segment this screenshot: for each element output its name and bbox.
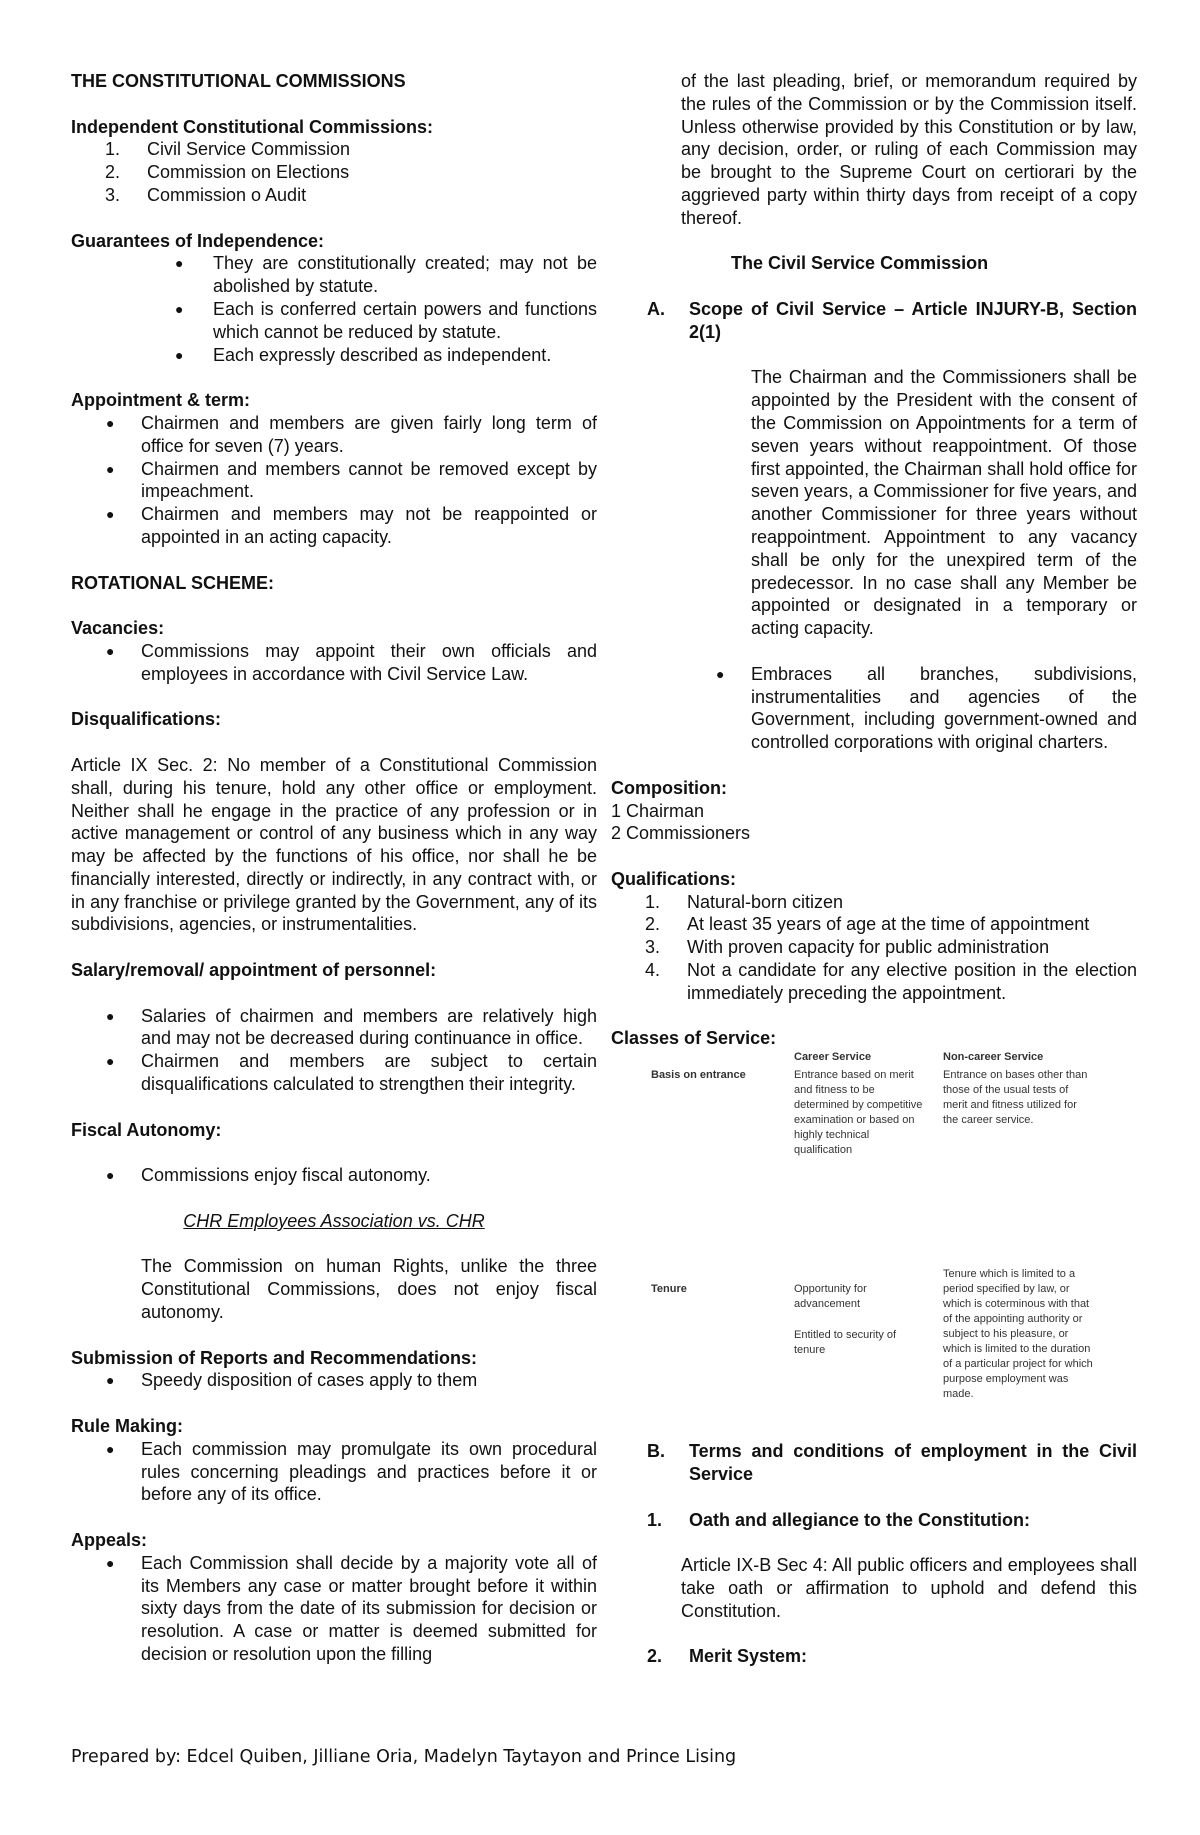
composition-heading: Composition: xyxy=(611,777,727,798)
table-row-label: Tenure xyxy=(651,1283,687,1296)
scope-list xyxy=(611,663,1137,754)
right-column xyxy=(611,70,1137,1668)
list-item: 3. Commission o Audit xyxy=(105,184,307,205)
list-item: ● Chairmen and members may not be reappointed or appointed in an acting capacity. xyxy=(106,504,597,547)
appeals-list xyxy=(71,1552,597,1666)
qualifications-heading: Qualifications: xyxy=(611,868,737,889)
list-item: ● Chairmen and members are given fairly long term of office for seven (7) years. xyxy=(106,412,597,456)
table-cell: Entrance on bases other than those of the usual tests of merit and fitness utilized for the career service. xyxy=(943,1069,1088,1127)
list-item: ● Commissions may appoint their own officials and employees in accordance with Civil Service Law. xyxy=(106,640,597,684)
page-footer: Prepared by: Edcel Quiben, Jilliane Oria, Madelyn Taytayon and Prince Lising xyxy=(71,1747,737,1767)
list-item: ● Chairmen and members cannot be removed except by impeachment. xyxy=(106,458,597,502)
list-item: ● Each Commission shall decide by a majority vote all of its Members any case or matter brought before it within sixty days from the date of its submission for decision or resolution. A case or matter is deemed submitted for decision or resolution upon the filling xyxy=(106,1552,597,1664)
rotational-heading: ROTATIONAL SCHEME: xyxy=(71,572,274,593)
bullet-icon: ● xyxy=(106,414,115,431)
list-item: ● Chairmen and members are subject to certain disqualifications calculated to strengthen their integrity. xyxy=(106,1051,597,1095)
fiscal-heading: Fiscal Autonomy: xyxy=(71,1119,222,1140)
list-item: 2. Commission on Elections xyxy=(105,162,350,183)
disqualifications-heading: Disqualifications: xyxy=(71,709,222,730)
csc-title: The Civil Service Commission xyxy=(731,253,989,274)
list-item: 2. At least 35 years of age at the time of appointment xyxy=(645,914,1090,935)
rule-making-heading: Rule Making: xyxy=(71,1416,184,1437)
list-item: 1. Natural-born citizen xyxy=(645,891,844,912)
composition-line: 1 Chairman xyxy=(611,800,705,821)
guarantees-heading: Guarantees of Independence: xyxy=(71,230,325,251)
composition-line: 2 Commissioners xyxy=(611,823,751,844)
list-item: 4. Not a candidate for any elective position in the election immediately preceding the appointment. xyxy=(645,960,1137,1003)
list-item: ● Each commission may promulgate its own procedural rules concerning pleadings and practices before it or before any of its office. xyxy=(106,1438,597,1505)
list-item: ● They are constitutionally created; may not be abolished by statute. xyxy=(175,253,597,297)
bullet-icon: ● xyxy=(106,1554,115,1571)
independent-heading: Independent Constitutional Commissions: xyxy=(71,116,434,137)
fiscal-list xyxy=(71,1164,597,1187)
list-item: ● Commissions enjoy fiscal autonomy. xyxy=(106,1165,431,1186)
disqualifications-text: Article IX Sec. 2: No member of a Constitutional Commission shall, during his tenure, hold any other office or employment. Neither shall he engage in the practice of any profession or in active management or control of any business which in any way may be affected by the functions of his office, nor shall he be financially interested, directly or indirectly, in any contract with, or in any franchise or privilege granted by the Government, any of its subdivisions, agencies, or instrumentalities. xyxy=(71,754,597,935)
bullet-icon: ● xyxy=(106,642,115,659)
classes-table xyxy=(611,1050,1137,1440)
oath-heading: 1. Oath and allegiance to the Constitution: xyxy=(647,1509,1031,1530)
list-item: 3. With proven capacity for public administration xyxy=(645,937,1050,958)
bullet-icon: ● xyxy=(716,665,725,682)
table-cell: Tenure which is limited to a period specified by law, or which is coterminous with that of the appointing authority or subject to his pleasure, or which is limited to the duration of a particular project for which purpose employment was made. xyxy=(943,1268,1093,1401)
list-item: 1. Civil Service Commission xyxy=(105,139,351,160)
salary-heading: Salary/removal/ appointment of personnel: xyxy=(71,960,437,981)
table-cell: Entitled to security of tenure xyxy=(794,1329,897,1357)
bullet-icon: ● xyxy=(175,300,184,317)
bullet-icon: ● xyxy=(106,1167,115,1184)
appointment-list xyxy=(71,412,597,549)
bullet-icon: ● xyxy=(106,506,115,523)
terms-heading: B. Terms and conditions of employment in the Civil Service xyxy=(647,1441,1137,1485)
list-item: ● Speedy disposition of cases apply to them xyxy=(106,1370,478,1391)
list-item: ● Each is conferred certain powers and functions which cannot be reduced by statute. xyxy=(175,298,597,342)
table-cell: Entrance based on merit and fitness to be determined by competitive examination or based on highly technical qualification xyxy=(794,1069,923,1157)
vacancies-heading: Vacancies: xyxy=(71,618,165,639)
appeals-continuation: of the last pleading, brief, or memorandum required by the rules of the Commission or by the Commission itself. Unless otherwise provided by this Constitution or by law, any decision, order, or ruling of each Commission may be brought to the Supreme Court on certiorari by the aggrieved party within thirty days from receipt of a copy thereof. xyxy=(681,71,1137,228)
scope-heading: A. Scope of Civil Service – Article INJURY-B, Section 2(1) xyxy=(647,298,1137,342)
guarantees-list xyxy=(71,252,597,366)
case-title: CHR Employees Association vs. CHR xyxy=(183,1210,485,1231)
list-item: ● Each expressly described as independent. xyxy=(175,344,552,365)
appointment-heading: Appointment & term: xyxy=(71,390,250,411)
list-item: ● Salaries of chairmen and members are relatively high and may not be decreased during continuance in office. xyxy=(106,1005,597,1049)
classes-heading: Classes of Service: xyxy=(611,1028,777,1049)
scope-text: The Chairman and the Commissioners shall be appointed by the President with the consent of the Commission on Appointments for a term of seven years without reappointment. Of those first appointed, the Chairman shall hold office for seven years, a Commissioner for five years, and another Commissioner for three years without reappointment. Appointment to any vacancy shall be only for the unexpired term of the predecessor. In no case shall any Member be appointed or designated in a temporary or acting capacity. xyxy=(751,367,1137,639)
independent-list xyxy=(71,138,597,206)
reports-heading: Submission of Reports and Recommendations: xyxy=(71,1347,478,1368)
bullet-icon: ● xyxy=(175,346,184,363)
case-text: The Commission on human Rights, unlike the three Constitutional Commissions, does not enjoy fiscal autonomy. xyxy=(141,1256,597,1323)
reports-list xyxy=(71,1369,597,1392)
salary-list xyxy=(71,1005,597,1096)
bullet-icon: ● xyxy=(106,1007,115,1024)
bullet-icon: ● xyxy=(106,1440,115,1457)
table-row-label: Basis on entrance xyxy=(651,1069,746,1082)
appeals-heading: Appeals: xyxy=(71,1530,148,1550)
oath-text: Article IX-B Sec 4: All public officers and employees shall take oath or affirmation to uphold and defend this Constitution. xyxy=(681,1555,1137,1621)
bullet-icon: ● xyxy=(106,1053,115,1070)
rule-making-list xyxy=(71,1438,597,1506)
vacancies-list xyxy=(71,640,597,686)
bullet-icon: ● xyxy=(106,1372,115,1389)
merit-heading: 2. Merit System: xyxy=(647,1646,808,1667)
table-header-noncareer: Non-career Service xyxy=(943,1051,1044,1064)
left-column xyxy=(71,70,597,1666)
bullet-icon: ● xyxy=(106,460,115,477)
table-cell: Opportunity for advancement xyxy=(794,1283,867,1311)
document-title: THE CONSTITUTIONAL COMMISSIONS xyxy=(71,71,406,91)
table-header-career: Career Service xyxy=(794,1051,872,1064)
qualifications-list xyxy=(611,891,1137,1005)
bullet-icon: ● xyxy=(175,255,184,272)
list-item: ● Embraces all branches, subdivisions, instrumentalities and agencies of the Government, including government-owned and controlled corporations with original charters. xyxy=(716,663,1137,753)
